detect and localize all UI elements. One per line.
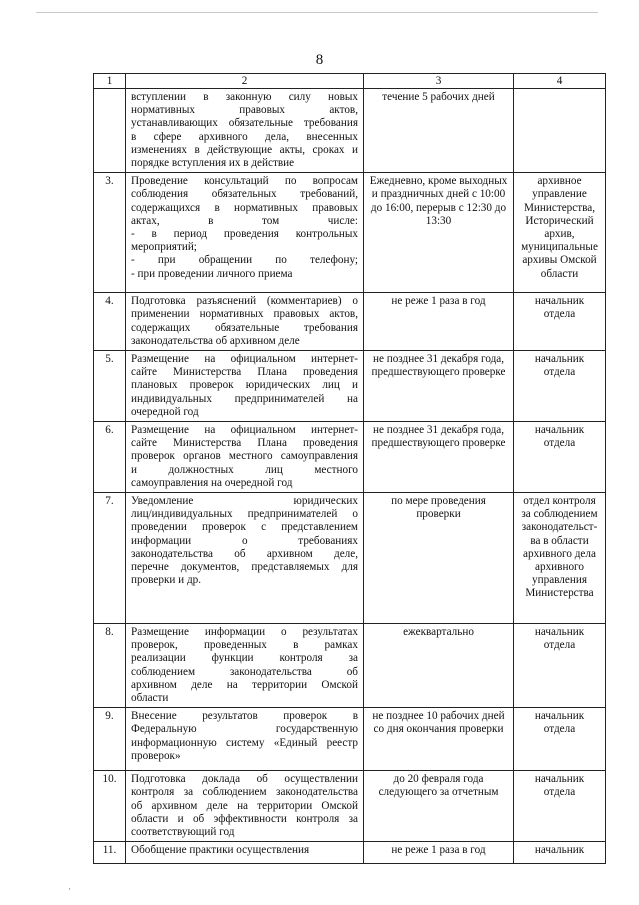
description-line: порядке вступления их в действие: [131, 157, 295, 170]
event-description: [126, 708, 364, 771]
description-line: проверок, проведенных в рамках: [131, 639, 358, 652]
events-table: [93, 73, 606, 864]
top-rule: [36, 12, 598, 13]
description-line: содержащих обязательные требования: [131, 321, 358, 334]
description-line: устанавливающих обязательные требования: [131, 117, 358, 130]
description-line: проверки и др.: [131, 574, 202, 587]
description-line: мероприятий;: [131, 241, 197, 254]
description-line: - при обращении по телефону;: [131, 254, 358, 267]
event-term: течение 5 рабочих дней: [364, 89, 514, 173]
description-line: архивном деле на территории Омской: [131, 678, 358, 691]
table-row: [94, 771, 606, 842]
description-line: соответствующий год: [131, 826, 235, 839]
description-line: контроля за соблюдением законодательства: [131, 786, 358, 799]
responsible-party: [514, 89, 606, 173]
row-number: 11.: [94, 842, 126, 864]
description-line: Подготовка доклада об осуществлении: [131, 773, 358, 786]
description-line: сайте Министерства Плана проведения: [131, 366, 358, 379]
table-row: [94, 493, 606, 624]
row-number: [94, 89, 126, 173]
responsible-party: начальник отдела: [514, 624, 606, 708]
row-number: 7.: [94, 493, 126, 624]
event-description: [126, 842, 364, 864]
description-line: проверок органов местного самоуправления: [131, 450, 358, 463]
description-line: об архивном деле на территории Омской: [131, 799, 358, 812]
table-row: [94, 293, 606, 351]
event-term: не позднее 31 декабря года, предшествующего проверке: [364, 422, 514, 493]
table-row: [94, 624, 606, 708]
row-number: 4.: [94, 293, 126, 351]
row-number: 5.: [94, 351, 126, 422]
description-line: очередной год: [131, 405, 199, 418]
description-line: соблюдения обязательных требований,: [131, 188, 358, 201]
table-row: [94, 708, 606, 771]
description-line: законодательства об архивном деле: [131, 334, 300, 347]
description-line: Обобщение практики осуществления: [131, 844, 310, 857]
event-term: не позднее 10 рабочих дней со дня окончания проверки: [364, 708, 514, 771]
event-term: по мере проведения проверки: [364, 493, 514, 624]
description-line: плановых проверок юридических лиц и: [131, 379, 358, 392]
event-term: не реже 1 раза в год: [364, 293, 514, 351]
event-term: не позднее 31 декабря года, предшествующего проверке: [364, 351, 514, 422]
description-line: лиц/индивидуальных предпринимателей о: [131, 508, 358, 521]
header-cell: 2: [126, 74, 364, 89]
event-description: [126, 173, 364, 293]
description-line: области и об эффективности контроля за: [131, 812, 358, 825]
responsible-party: отдел контроля за соблюдением законодательст-ва в области архивного дела архивного управления Министерства: [514, 493, 606, 624]
table-row: [94, 422, 606, 493]
description-line: Подготовка разъяснений (комментариев) о: [131, 295, 358, 308]
description-line: в сфере архивного дела, внесенных: [131, 130, 358, 143]
description-line: законодательства об архивном деле,: [131, 547, 358, 560]
event-term: ежеквартально: [364, 624, 514, 708]
responsible-party: начальник отдела: [514, 771, 606, 842]
header-cell: 4: [514, 74, 606, 89]
event-description: [126, 293, 364, 351]
description-line: Размещение информации о результатах: [131, 626, 358, 639]
description-line: Уведомление юридических: [131, 495, 358, 508]
event-term: не реже 1 раза в год: [364, 842, 514, 864]
table-row: [94, 351, 606, 422]
event-description: [126, 351, 364, 422]
description-line: Размещение на официальном интернет-: [131, 424, 358, 437]
description-line: информации о требованиях: [131, 534, 358, 547]
event-description: [126, 771, 364, 842]
row-number: 3.: [94, 173, 126, 293]
responsible-party: начальник отдела: [514, 351, 606, 422]
description-line: - в период проведения контрольных: [131, 228, 358, 241]
header-cell: 3: [364, 74, 514, 89]
event-description: [126, 89, 364, 173]
responsible-party: начальник отдела: [514, 422, 606, 493]
table-row: [94, 173, 606, 293]
description-line: сайте Министерства Плана проведения: [131, 437, 358, 450]
table-row: [94, 842, 606, 864]
description-line: актах, в том числе:: [131, 214, 358, 227]
event-term: Ежедневно, кроме выходных и праздничных дней с 10:00 до 16:00, перерыв с 12:30 до 13:30: [364, 173, 514, 293]
description-line: области: [131, 692, 169, 705]
description-line: Федеральную государственную: [131, 723, 358, 736]
description-line: самоуправления на очередной год: [131, 476, 293, 489]
event-description: [126, 624, 364, 708]
description-line: изменениях в действующие акты, сроках и: [131, 143, 358, 156]
description-line: содержащихся в нормативных правовых: [131, 201, 358, 214]
description-line: применении нормативных правовых актов,: [131, 308, 358, 321]
row-number: 6.: [94, 422, 126, 493]
scan-mark: ·: [68, 884, 71, 894]
row-number: 9.: [94, 708, 126, 771]
description-line: проведении проверок с представлением: [131, 521, 358, 534]
responsible-party: начальник отдела: [514, 708, 606, 771]
row-number: 8.: [94, 624, 126, 708]
event-description: [126, 493, 364, 624]
responsible-party: архивное управление Министерства, Исторический архив, муниципальные архивы Омской области: [514, 173, 606, 293]
description-line: проверок»: [131, 749, 181, 762]
description-line: индивидуальных предпринимателей на: [131, 392, 358, 405]
row-number: 10.: [94, 771, 126, 842]
description-line: и должностных лиц местного: [131, 463, 358, 476]
description-line: соблюдением законодательства об: [131, 665, 358, 678]
description-line: перечне документов, представляемых для: [131, 561, 358, 574]
description-line: вступлении в законную силу новых: [131, 91, 358, 103]
responsible-party: начальник: [514, 842, 606, 864]
page-number: 8: [315, 52, 324, 68]
event-term: до 20 февраля года следующего за отчетным: [364, 771, 514, 842]
header-row: [94, 74, 606, 89]
description-line: информационную систему «Единый реестр: [131, 736, 358, 749]
description-line: нормативных правовых актов,: [131, 104, 358, 117]
description-line: Внесение результатов проверок в: [131, 710, 358, 723]
responsible-party: начальник отдела: [514, 293, 606, 351]
description-line: Размещение на официальном интернет-: [131, 353, 358, 366]
header-cell: 1: [94, 74, 126, 89]
description-line: Проведение консультаций по вопросам: [131, 175, 358, 188]
description-line: - при проведении личного приема: [131, 267, 293, 280]
description-line: реализации функции контроля за: [131, 652, 358, 665]
event-description: [126, 422, 364, 493]
table-row: [94, 89, 606, 173]
